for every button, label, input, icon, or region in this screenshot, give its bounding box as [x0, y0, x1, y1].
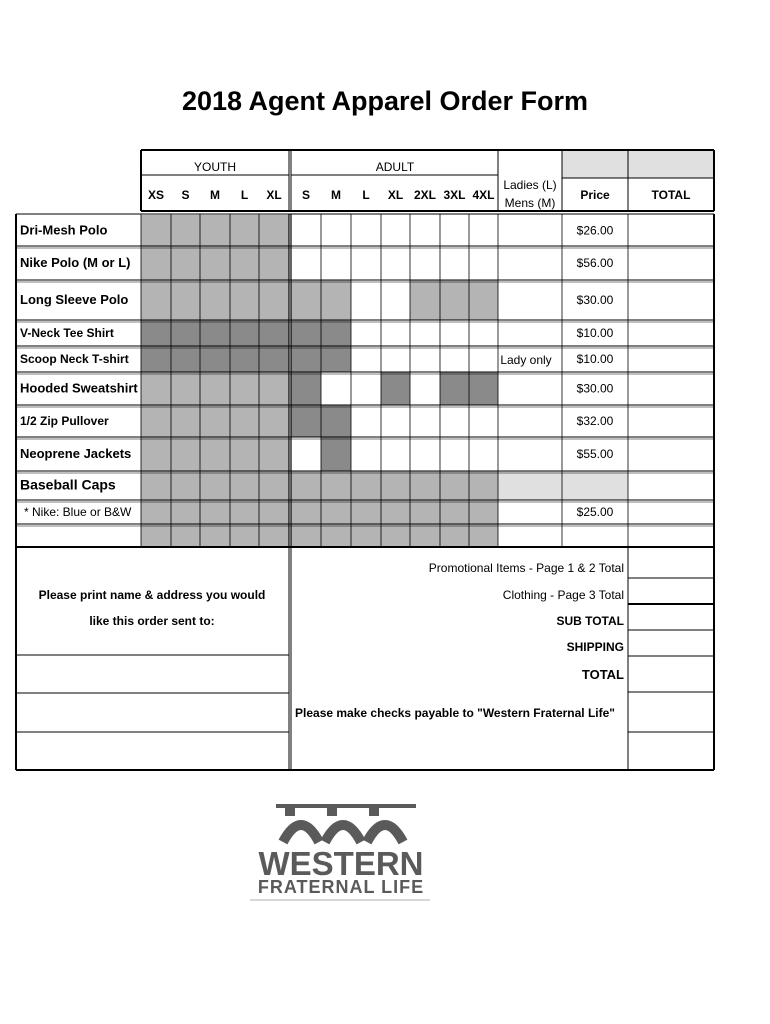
promo-total-label: Promotional Items - Page 1 & 2 Total [428, 561, 624, 575]
shaded-cell [321, 405, 351, 437]
shaded-cell [171, 280, 200, 320]
shaded-cell [498, 471, 628, 500]
shaded-cell [141, 524, 171, 547]
shaded-cell [141, 437, 171, 471]
shaded-cell [200, 471, 230, 500]
shaded-cell [321, 320, 351, 346]
shaded-cell [351, 471, 381, 500]
shaded-cell [171, 372, 200, 405]
item-price: $56.00 [576, 256, 614, 270]
shaded-cell [171, 437, 200, 471]
shaded-cell [440, 524, 469, 547]
shaded-cell [259, 372, 289, 405]
shaded-cell [259, 471, 289, 500]
logo-text-western: WESTERN [258, 845, 424, 882]
size-label: 3XL [443, 188, 466, 202]
size-label: L [240, 188, 249, 202]
size-label: XL [266, 188, 282, 202]
item-price: $25.00 [576, 505, 614, 519]
shaded-cell [171, 346, 200, 372]
shaded-cell [141, 215, 171, 246]
size-label: XS [147, 188, 165, 202]
shaded-cell [259, 437, 289, 471]
shaded-cell [321, 500, 351, 524]
item-price: $10.00 [576, 326, 614, 340]
item-name: Hooded Sweatshirt [20, 380, 138, 396]
shaded-cell [259, 215, 289, 246]
size-label: M [331, 188, 341, 202]
size-label: M [210, 188, 220, 202]
shaded-cell [171, 524, 200, 547]
item-price: $26.00 [576, 223, 614, 238]
shaded-cell [230, 346, 259, 372]
shaded-cell [200, 346, 230, 372]
item-name: Baseball Caps [20, 476, 116, 493]
form-text [20, 160, 690, 720]
item-price: $30.00 [576, 293, 614, 307]
shaded-cell [230, 215, 259, 246]
total-header: TOTAL [651, 188, 691, 202]
item-name: V-Neck Tee Shirt [20, 326, 114, 340]
size-label: S [301, 188, 311, 202]
item-name: Dri-Mesh Polo [20, 222, 108, 238]
header-shade [628, 150, 714, 178]
shaded-cell [291, 280, 321, 320]
item-price: $30.00 [576, 381, 614, 396]
shaded-cell [200, 372, 230, 405]
shaded-cell [141, 405, 171, 437]
shaded-cell [321, 437, 351, 471]
logo-text-fraternal-life: FRATERNAL LIFE [257, 877, 425, 897]
shaded-cell [259, 246, 289, 280]
shaded-cell [440, 372, 469, 405]
shaded-cell [469, 500, 498, 524]
shaded-cell [200, 524, 230, 547]
shaded-cell [440, 500, 469, 524]
size-label: 2XL [413, 188, 437, 202]
shaded-cell [440, 471, 469, 500]
shaded-cell [291, 346, 321, 372]
shaded-cell [291, 320, 321, 346]
logo-arch-icon [283, 825, 319, 842]
shaded-cell [321, 524, 351, 547]
shaded-cell [141, 471, 171, 500]
header-shade [562, 150, 628, 178]
shaded-cell [230, 471, 259, 500]
shaded-cell [440, 280, 469, 320]
shaded-cell [200, 437, 230, 471]
item-name: Neoprene Jackets [20, 446, 132, 461]
shaded-cell [351, 500, 381, 524]
shaded-cell [291, 471, 321, 500]
shaded-cell [410, 524, 440, 547]
price-header: Price [580, 188, 610, 202]
company-logo [250, 804, 430, 901]
shaded-cell [171, 471, 200, 500]
shaded-cell [259, 524, 289, 547]
shaded-cell [200, 320, 230, 346]
item-name: Nike Polo (M or L) [20, 255, 131, 270]
shaded-cell [291, 500, 321, 524]
shaded-cell [381, 500, 410, 524]
page-title: 2018 Agent Apparel Order Form [181, 86, 589, 116]
shaded-cell [200, 405, 230, 437]
shaded-cell [291, 524, 321, 547]
item-name: * Nike: Blue or B&W [24, 505, 132, 519]
shaded-cell [171, 215, 200, 246]
shaded-cell [141, 500, 171, 524]
shaded-cell [171, 500, 200, 524]
shaded-cell [291, 405, 321, 437]
item-name: 1/2 Zip Pullover [20, 414, 109, 428]
shaded-cell [230, 437, 259, 471]
shaded-cell [259, 500, 289, 524]
shaded-cell [291, 372, 321, 405]
shaded-cell [171, 405, 200, 437]
shaded-cell [171, 320, 200, 346]
shaded-cell [141, 280, 171, 320]
logo-pillar-icon [369, 808, 379, 816]
shaded-cell [230, 246, 259, 280]
shaded-cell [469, 524, 498, 547]
mens-header: Mens (M) [504, 196, 556, 210]
shaded-cell [321, 346, 351, 372]
shaded-cell [141, 246, 171, 280]
shaded-cell [171, 246, 200, 280]
item-name: Scoop Neck T-shirt [20, 352, 129, 366]
shaded-cell [381, 524, 410, 547]
shaded-cell [469, 280, 498, 320]
item-price: $32.00 [576, 414, 614, 428]
shaded-cell [230, 524, 259, 547]
address-instructions: Please print name & address you would [38, 588, 266, 602]
shaded-cell [410, 280, 440, 320]
shaded-cell [141, 372, 171, 405]
item-note: Lady only [500, 353, 552, 367]
shaded-cell [200, 215, 230, 246]
shaded-cell [469, 471, 498, 500]
shaded-cell [259, 346, 289, 372]
shaded-cell [230, 500, 259, 524]
address-instructions: like this order sent to: [89, 614, 215, 628]
shaded-cell [381, 471, 410, 500]
shaded-cell [200, 500, 230, 524]
subtotal-label: SUB TOTAL [556, 614, 624, 628]
adult-header: ADULT [375, 160, 415, 174]
size-label: XL [387, 188, 404, 202]
shaded-cell [141, 320, 171, 346]
shaded-cell [141, 346, 171, 372]
shaded-cell [200, 280, 230, 320]
item-price: $55.00 [576, 447, 614, 461]
shaded-cell [410, 500, 440, 524]
size-label: L [362, 188, 370, 202]
size-label: 4XL [472, 188, 495, 202]
checks-note: Please make checks payable to "Western Fraternal Life" [295, 706, 615, 720]
shipping-label: SHIPPING [566, 640, 624, 654]
shaded-cell [230, 372, 259, 405]
size-label: S [181, 188, 190, 202]
logo-arch-icon [325, 825, 361, 842]
shaded-cell [230, 320, 259, 346]
shaded-cell [259, 280, 289, 320]
shaded-cell [259, 320, 289, 346]
shaded-cell [381, 372, 410, 405]
logo-bridge-deck-icon [276, 804, 416, 808]
shaded-cell [230, 280, 259, 320]
shaded-cell [230, 405, 259, 437]
shaded-cell [469, 372, 498, 405]
clothing-total-label: Clothing - Page 3 Total [502, 588, 624, 602]
logo-pillar-icon [285, 808, 295, 816]
item-price: $10.00 [576, 352, 614, 366]
shaded-cell [321, 471, 351, 500]
item-name: Long Sleeve Polo [20, 292, 129, 307]
total-label: TOTAL [581, 667, 624, 682]
ladies-header: Ladies (L) [503, 178, 557, 192]
youth-header: YOUTH [194, 160, 236, 174]
shaded-cell [259, 405, 289, 437]
logo-pillar-icon [327, 808, 337, 816]
shaded-cell [351, 524, 381, 547]
shaded-cell [200, 246, 230, 280]
logo-arch-icon [367, 825, 403, 842]
shaded-cell [321, 280, 351, 320]
logo-tagline-shadow [250, 899, 430, 901]
shaded-cell [410, 471, 440, 500]
